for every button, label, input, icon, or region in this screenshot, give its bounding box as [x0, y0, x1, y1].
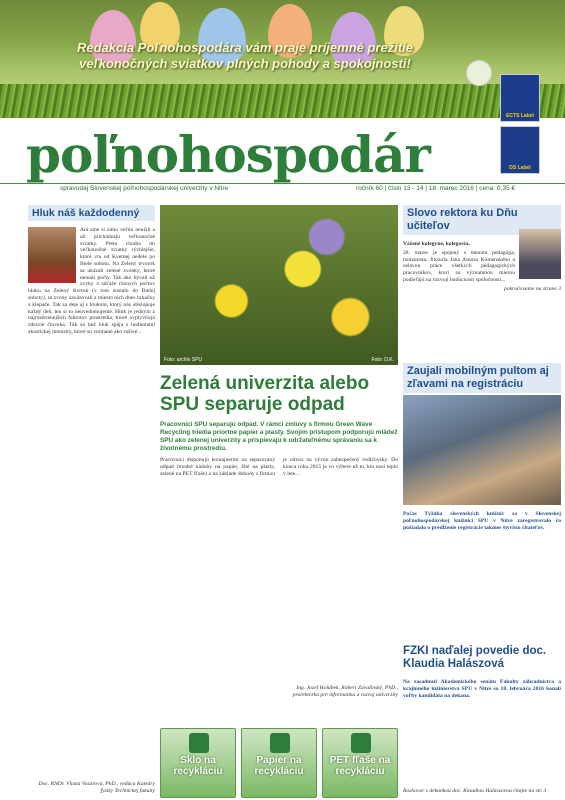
rector-greeting: Vážené kolegyne, kolegovia, — [403, 241, 470, 247]
library-heading: Zaujali mobilným pultom aj zľavami na registráciu — [403, 363, 561, 393]
ds-label-text: DS Label — [509, 165, 531, 171]
recycle-glass-label: Sklo na recykláciu — [173, 755, 223, 777]
recycle-bin-icon — [351, 733, 371, 753]
rector-body: 28. marec je spojený s menom pedagóga, humanistu, filozofa Jana Amosa Komenského a oslavou práce všetkých pedagogických pracovníkov, ktorí sa významnou mierou podieľajú na rozvoji budúcnosti spoločnosti... — [403, 249, 515, 283]
left-author: Doc. RNDr. Vlasta Vozárová, PhD., vedúca Katedry fyziky Technickej fakulty — [38, 781, 155, 795]
recycle-bin-icon — [270, 733, 290, 753]
newspaper-title — [26, 126, 430, 184]
rector-continued: pokračovanie na strane 3 — [503, 285, 561, 292]
main-lead: Pracovníci SPU separujú odpad. V rámci zmluvy s firmou Green Wave Recycling triedia priortne papier a plasty. Svojím pristupom podporujú mládež SPU ako zelenej univerzity a prispievajú k udržateľnému správaniu sa k životnému prostrediu. — [160, 421, 398, 452]
banner-greeting: Redakcia Poľnohospodára vám praje príjemné prežitie veľkonočných sviatkov plných pohody a spokojnosti! — [76, 40, 414, 71]
author-photo — [28, 227, 76, 283]
library-body: Počas Týždňa slovenských knižníc sa v Slovenskej poľnohospodárskej knižnici SPU v Nitre zaregistrovalo čo požiadalo o predĺženie registrácie takmer štyristo čitateľov. — [403, 511, 561, 531]
rector-photo — [519, 229, 561, 279]
recycle-pet-poster — [322, 728, 398, 798]
masthead-bar — [0, 183, 565, 195]
flower-photo — [160, 205, 398, 365]
ects-label-logo — [500, 74, 540, 122]
recycle-glass-poster — [160, 728, 236, 798]
left-heading: Hluk náš každodenný — [28, 205, 155, 221]
fzki-author: Rozhovor s dekankou doc. Klaudiou Halászovou čítajte na str. 3 — [403, 788, 547, 795]
ds-label-logo — [500, 126, 540, 174]
main-body: Pracovníci disponujú kontajnermi na separovaný odpad (modré nádoby na papier, žlté na plasty, zelené na PET fľaše) a na základe dohody s firmou je odvoz na vývoz zabezpečený rodičovsky. Do konca roku 2015 je vo výbere už to, kto nosí teplo v lete... — [160, 457, 398, 477]
center-column — [160, 205, 398, 795]
bio-badge-icon — [466, 60, 492, 86]
ects-label-text: ECTS Label — [506, 113, 534, 119]
issue-info: ročník 60 | číslo 13 - 14 | 18. marec 2016 | cena: 0,35 € — [356, 185, 515, 192]
library-photo — [403, 395, 561, 505]
title-part1: poľno — [26, 125, 179, 184]
main-author: Ing. Jozef Holúbek, Róbert Závalinský, PhD., prorektorka pre informatiku a rozvoj univerzity — [292, 685, 398, 698]
right-column — [403, 205, 561, 795]
tagline: spravodaj Slovenskej poľnohospodárskej univerzity v Nitre — [60, 185, 229, 192]
left-body: Ani sme si zimu veľmi neužili a už prichádzajú veľkonočné sviatky. Preto chodia im veľkonočné sviatky rýchlejšie, ktoré vra od Kvetnej nedele po Biele sobotu. Na Zelený trvorok sa ukázali zelené zvonky, ktoré nemali počty. Tak ako bývali už zvyky a súťaže rôznych počtov hluku na Zelený štvrtok (v tom zostalo do Bielej soboty), sa zvony zaväzovali a miesto nich dnes hrkačky a klepáče. Tak sa deje aj s hlukom, ktorý nás obklopuje každý deň, len si to neuvedomujeme. Hluk je jedným z najrozšírenejších faktorov prostredia, ktoré ovplyvňujú zdravie človeka. Tak sa tiež hluk spája s hodnotami akustickej intenzity, ktoré sú vnímané ako rušivé... — [28, 227, 155, 335]
title-part2: hospodár — [178, 125, 430, 184]
photo-caption-left: Foto: archív SPU — [164, 357, 203, 363]
fzki-heading: FZKI naďalej povedie doc. Klaudia Halászová — [403, 645, 547, 670]
recycle-pet-label: PET fľaše na recykláciu — [329, 755, 391, 777]
recycle-paper-label: Papier na recykláciu — [254, 755, 304, 777]
main-headline: Zelená univerzita alebo SPU separuje odpad — [160, 373, 370, 415]
photo-caption-right: Foto: D.K. — [371, 357, 394, 363]
grass-decoration — [0, 84, 565, 118]
recycle-paper-poster — [241, 728, 317, 798]
rector-heading: Slovo rektora ku Dňu učiteľov — [403, 205, 561, 235]
recycle-bin-icon — [189, 733, 209, 753]
left-column — [28, 205, 155, 795]
fzki-body: Na zasadnutí Akademického senátu Fakulty záhradníctva a krajinného inžinierstva SPU v Nitre sa 18. februára 2016 konali voľby kandidáta na dekana. — [403, 679, 561, 699]
easter-banner — [0, 0, 565, 118]
